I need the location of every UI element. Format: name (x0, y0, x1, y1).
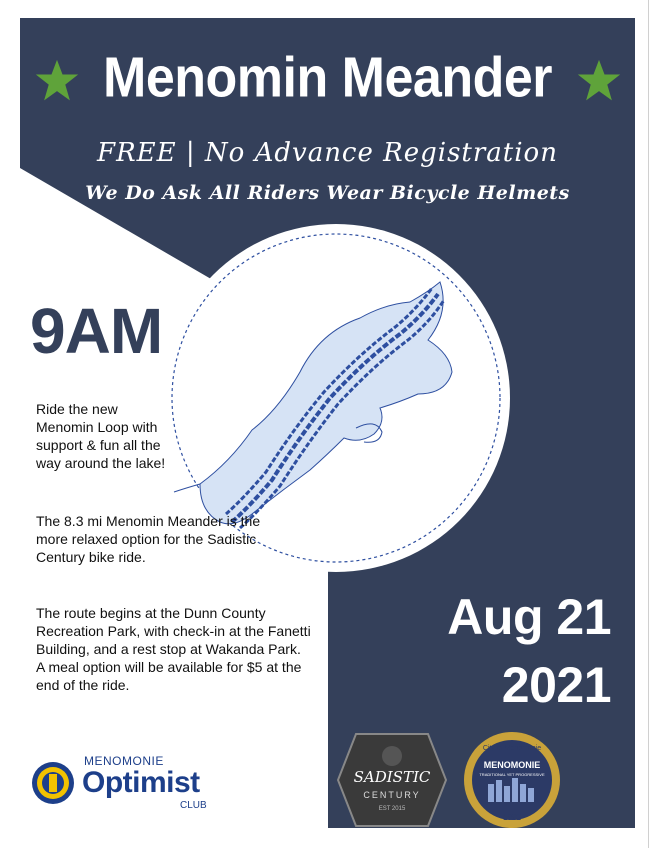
city-seal-tagline: TRADITIONAL YET PROGRESSIVE (479, 772, 545, 777)
event-date-year: 2021 (501, 657, 611, 713)
city-seal-year: 1882 (503, 813, 521, 822)
free-registration-line: FREE | No Advance Registration (97, 138, 558, 168)
city-seal-name: MENOMONIE (483, 760, 541, 770)
sadistic-century-badge (336, 730, 448, 830)
optimist-name: Optimist (82, 766, 200, 799)
city-seal-top-text: City of Menomonie (482, 745, 542, 752)
paragraph-intro: Ride the new Menomin Loop with support & fun all the way around the lake! (36, 401, 166, 471)
event-title: Menomin Meander (103, 46, 552, 110)
event-date-month-day: Aug 21 (447, 589, 611, 645)
sadistic-main-text: SADISTIC (353, 768, 431, 786)
city-seal-icon (462, 730, 562, 830)
sadistic-sub-text: CENTURY (363, 790, 421, 800)
start-time: 9AM (30, 295, 163, 367)
optimist-emblem-icon (30, 760, 76, 806)
paragraph-distance: The 8.3 mi Menomin Meander is the more relaxed option for the Sadistic Century bike ride. (36, 513, 261, 565)
paragraph-route: The route begins at the Dunn County Recreation Park, with check-in at the Fanetti Building, and a rest stop at Wakanda Park. A meal option will be available for $5 at the end of the ride. (36, 605, 311, 693)
optimist-club-logo (30, 752, 210, 812)
sadistic-est-text: EST 2015 (378, 806, 406, 812)
page-edge (648, 0, 649, 848)
helmet-requirement-line: We Do Ask All Riders Wear Bicycle Helmets (85, 182, 570, 204)
optimist-city: MENOMONIE (84, 754, 164, 768)
optimist-club-label: CLUB (180, 800, 207, 811)
